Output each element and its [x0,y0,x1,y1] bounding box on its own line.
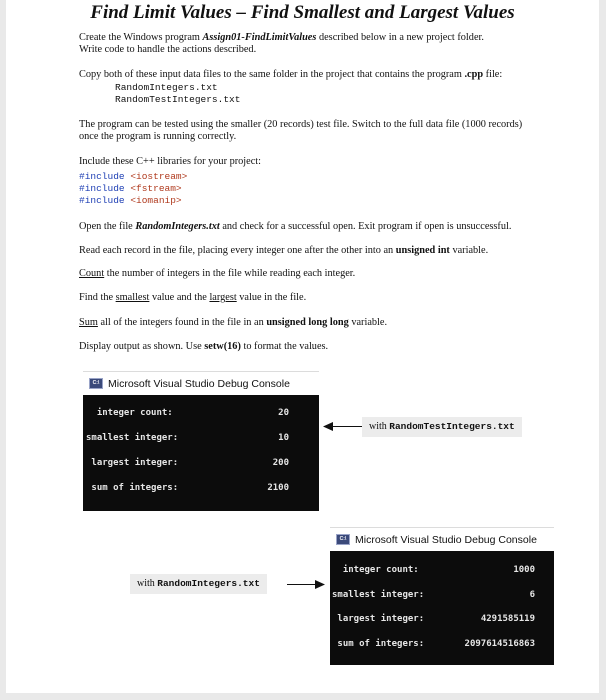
console-app-icon: C:\ [89,378,103,389]
console-window-title: C:\ Microsoft Visual Studio Debug Console [330,527,554,551]
include-line: #include <iomanip> [79,195,182,206]
page-title: Find Limit Values – Find Smallest and Largest Values [90,2,515,23]
step-read: Read each record in the file, placing every integer one after the other into an unsigned int variable. [79,245,489,256]
step-sum: Sum all of the integers found in the file in an unsigned long long variable. [79,317,388,328]
test-line-1: The program can be tested using the smaller (20 records) test file. Switch to the full data file (1000 records) [79,119,523,130]
callout-file-name: RandomIntegers.txt [157,578,260,589]
console-output [83,395,319,511]
console-output [330,551,554,665]
test-paragraph [79,119,589,143]
read-type: unsigned int [395,245,450,256]
file-name: RandomIntegers.txt [115,82,218,93]
callout-full-file: with RandomIntegers.txt [130,574,267,594]
include-list [79,171,187,207]
program-name: Assign01-FindLimitValues [202,32,317,43]
arrow-right-icon [315,580,325,589]
console-row-label: integer count: [332,565,419,575]
console-row-value: 4291585119 [480,614,535,624]
console-row-label: largest integer: [332,614,425,624]
test-line-2: once the program is running correctly. [79,131,237,142]
open-file-name: RandomIntegers.txt [135,221,220,232]
console-row-label: sum of integers: [332,639,425,649]
console-row-value: 2100 [267,483,289,493]
intro-paragraph [79,32,579,56]
file-name: RandomTestIntegers.txt [115,94,241,105]
intro-text-2: described below in a new project folder. [318,32,484,43]
libraries-intro: Include these C++ libraries for your project: [79,156,262,167]
copy-paragraph [79,69,589,81]
console-app-icon: C:\ [336,534,350,545]
document-page [6,0,599,693]
cpp-extension: .cpp [464,69,484,80]
intro-line-2: Write code to handle the actions described. [79,44,257,55]
copy-text-2: file: [485,69,503,80]
step-find: Find the smallest value and the largest value in the file. [79,292,307,303]
step-count: Count the number of integers in the file while reading each integer. [79,268,356,279]
console-row-value: 2097614516863 [464,639,535,649]
console-row-label: sum of integers: [86,483,179,493]
step-display: Display output as shown. Use setw(16) to format the values. [79,341,329,352]
console-row-label: largest integer: [86,458,179,468]
callout-test-file: with RandomTestIntegers.txt [362,417,522,437]
console-row-value: 1000 [513,565,535,575]
arrow-left-icon [323,422,333,431]
include-line: #include <iostream> [79,171,188,182]
file-list [115,82,240,106]
sum-type: unsigned long long [266,317,349,328]
console-row-value: 20 [278,408,289,418]
copy-text: Copy both of these input data files to the same folder in the project that contains the program [79,69,462,80]
console-window-title: C:\ Microsoft Visual Studio Debug Console [83,371,319,395]
console-row-label: smallest integer: [86,433,179,443]
intro-text: Create the Windows program [79,32,200,43]
console-row-value: 200 [272,458,289,468]
console-row-label: integer count: [86,408,173,418]
callout-file-name: RandomTestIntegers.txt [389,421,515,432]
step-open: Open the file RandomIntegers.txt and check for a successful open. Exit program if open is unsuccessful. [79,221,512,232]
console-row-value: 10 [278,433,289,443]
include-line: #include <fstream> [79,183,182,194]
console-row-label: smallest integer: [332,590,425,600]
console-row-value: 6 [529,590,535,600]
setw-text: setw(16) [204,341,241,352]
